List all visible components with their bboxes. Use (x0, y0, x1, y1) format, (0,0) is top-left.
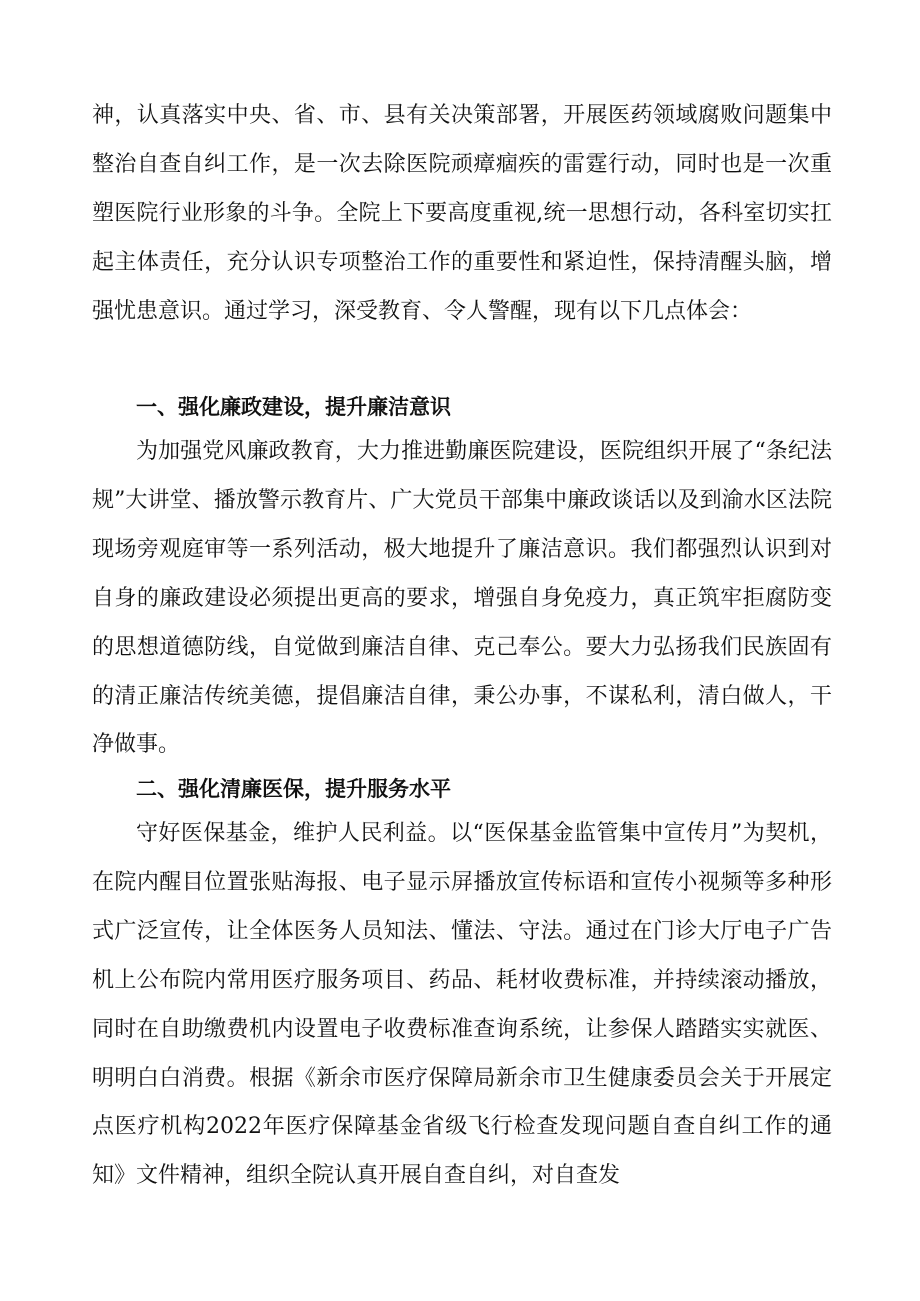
section-2-paragraph: 守好医保基金，维护人民利益。以“医保基金监管集中宣传月”为契机，在院内醒目位置张贴海报、电子显示屏播放宣传标语和宣传小视频等多种形式广泛宣传，让全体医务人员知法、懂法、守法。通过在门诊大厅电子广告机上公布院内常用医疗服务项目、药品、耗材收费标准，并持续滚动播放，同时在自助缴费机内设置电子收费标准查询系统，让参保人踏踏实实就医、明明白白消费。根据《新余市医疗保障局新余市卫生健康委员会关于开展定点医疗机构2022年医疗保障基金省级飞行检查发现问题自查自纠工作的通知》文件精神，组织全院认真开展自查自纠，对自查发 (92, 821, 832, 1189)
section-heading-2: 二、强化清廉医保，提升服务水平 (136, 777, 451, 801)
section-1-paragraph: 为加强党风廉政教育，大力推进勤廉医院建设，医院组织开展了“条纪法规”大讲堂、播放警示教育片、广大党员干部集中廉政谈话以及到渝水区法院现场旁观庭审等一系列活动，极大地提升了廉洁意识。我们都强烈认识到对自身的廉政建设必须提出更高的要求，增强自身免疫力，真正筑牢拒腐防变的思想道德防线，自觉做到廉洁自律、克己奉公。要大力弘扬我们民族固有的清正廉洁传统美德，提倡廉洁自律，秉公办事，不谋私利，清白做人，干净做事。 (92, 439, 832, 758)
section-heading-1: 一、强化廉政建设，提升廉洁意识 (136, 395, 451, 419)
intro-paragraph: 神，认真落实中央、省、市、县有关决策部署，开展医药领域腐败问题集中整治自查自纠工作，是一次去除医院顽瘴痼疾的雷霆行动，同时也是一次重塑医院行业形象的斗争。全院上下要高度重视,统一思想行动，各科室切实扛起主体责任，充分认识专项整治工作的重要性和紧迫性，保持清醒头脑，增强忧患意识。通过学习，深受教育、令人警醒，现有以下几点体会： (92, 103, 832, 324)
